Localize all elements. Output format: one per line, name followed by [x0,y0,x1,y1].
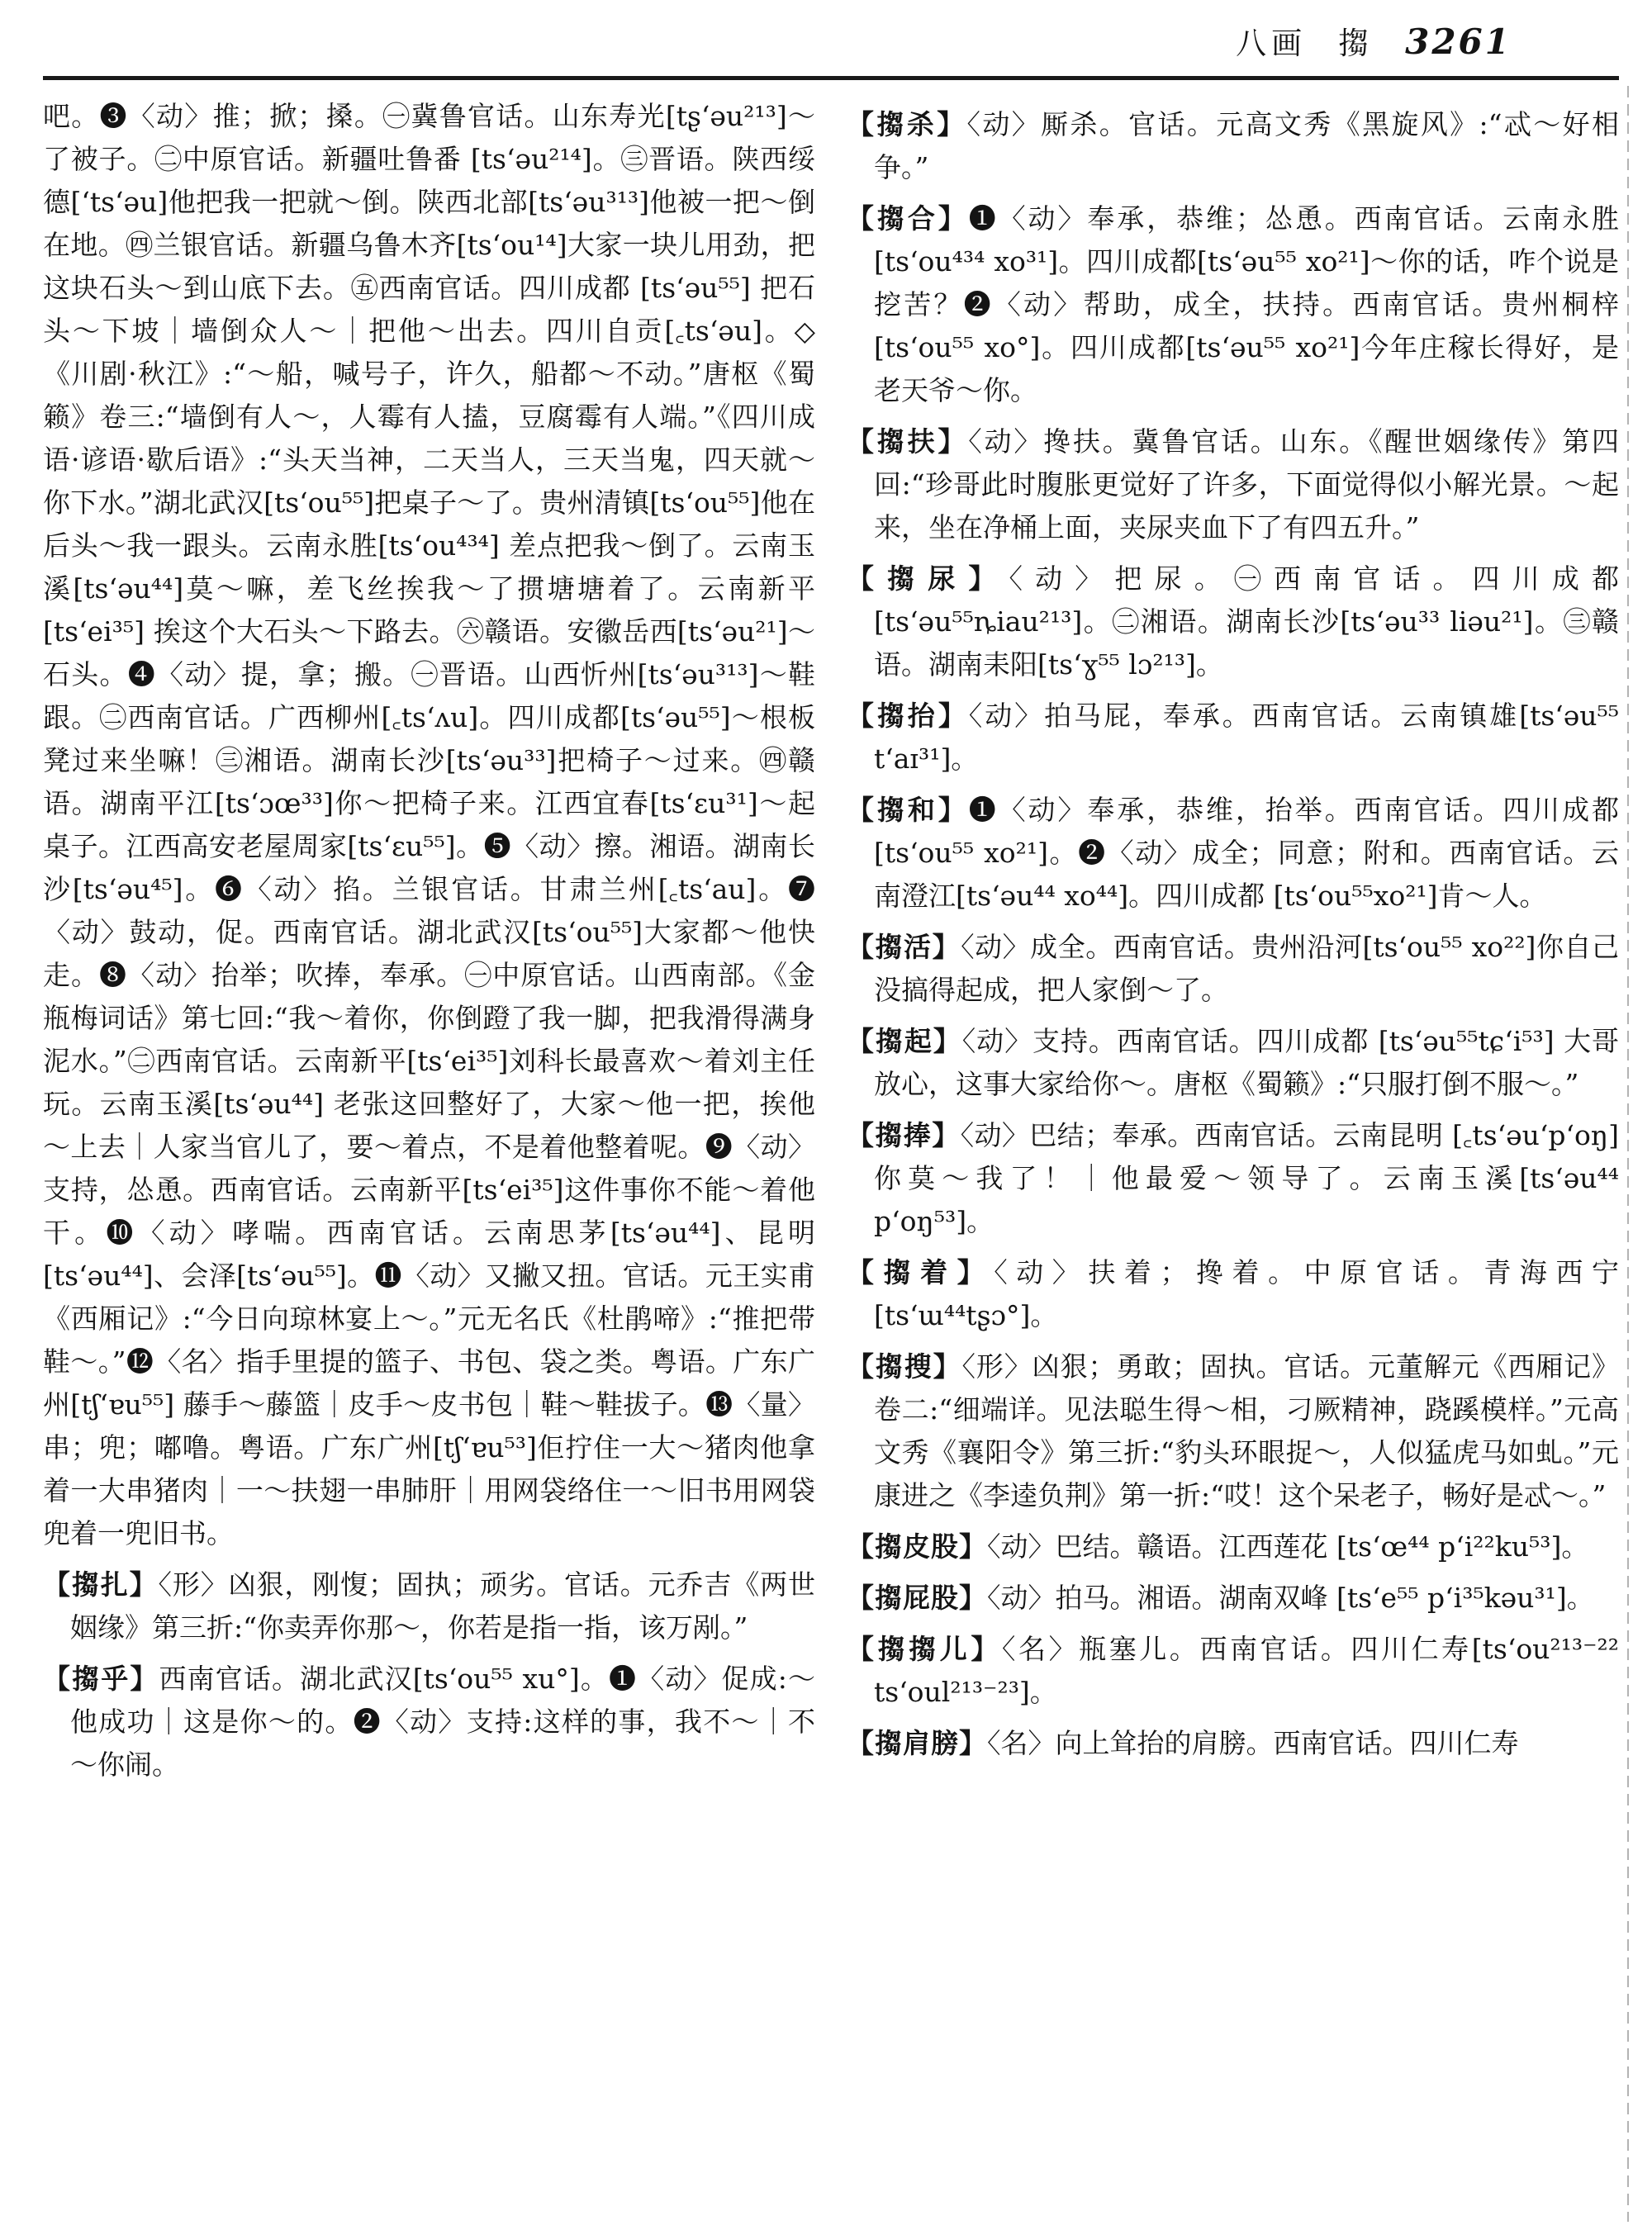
entry-body: 西南官话。湖北武汉[ts‘ou⁵⁵ xu°]。❶〈动〉促成:～他成功｜这是你～的。❷〈动〉支持:这样的事，我不～｜不～你闹。 [70,1663,815,1781]
dictionary-entry [847,926,1619,1012]
dictionary-entry [847,103,1619,189]
entry-headword: 【搊活】 [847,931,961,963]
section-character: 搊 [1338,26,1374,61]
entry-headword: 【搊搜】 [847,1350,962,1383]
entry-body: 〈动〉支持。西南官话。四川成都 [ts‘əu⁵⁵tɕ‘i⁵³] 大哥放心，这事大家给你～。唐枢《蜀籁》:“只服打倒不服～。” [874,1025,1619,1100]
entry-body: 〈动〉厮杀。官话。元高文秀《黑旋风》:“忒～好相争。” [874,108,1619,183]
header-rule [43,76,1619,80]
dictionary-entry [847,1577,1619,1620]
entry-headword: 【搊合】 [847,202,969,235]
continuation-text: 吧。❸〈动〉推；掀；搡。㊀冀鲁官话。山东寿光[tʂ‘əu²¹³]～了被子。㊁中原官话。新疆吐鲁番 [ts‘əu²¹⁴]。㊂晋语。陕西绥德[‘ts‘əu]他把我一把就～倒。陕西北部[ts‘əu³¹³]他被一把～倒在地。㊃兰银官话。新疆乌鲁木齐[ts‘ou¹⁴]大家一块儿用劲，把这块石头～到山底下去。㊄西南官话。四川成都 [ts‘əu⁵⁵] 把石头～下坡｜墙倒众人～｜把他～出去。四川自贡[꜀ts‘əu]。◇《川剧·秋江》:“～船，喊号子，许久，船都～不动。”唐枢《蜀籁》卷三:“墙倒有人～，人霉有人搕，豆腐霉有人端。”《四川成语·谚语·歇后语》:“头天当神，二天当人，三天当鬼，四天就～你下水。”湖北武汉[ts‘ou⁵⁵]把桌子～了。贵州清镇[ts‘ou⁵⁵]他在后头～我一跟头。云南永胜[ts‘ou⁴³⁴] 差点把我～倒了。云南玉溪[ts‘əu⁴⁴]莫～嘛，差飞丝挨我～了掼塘塘着了。云南新平[ts‘ei³⁵] 挨这个大石头～下路去。㊅赣语。安徽岳西[ts‘əu²¹]～石头。❹〈动〉提，拿；搬。㊀晋语。山西忻州[ts‘əu³¹³]～鞋跟。㊁西南官话。广西柳州[꜀ts‘ʌu]。四川成都[ts‘əu⁵⁵]～根板凳过来坐嘛！㊂湘语。湖南长沙[ts‘əu³³]把椅子～过来。㊃赣语。湖南平江[ts‘ɔœ³³]你～把椅子来。江西宜春[ts‘ɛu³¹]～起桌子。江西高安老屋周家[ts‘ɛu⁵⁵]。❺〈动〉擦。湘语。湖南长沙[ts‘əu⁴⁵]。❻〈动〉掐。兰银官话。甘肃兰州[꜀ts‘au]。❼〈动〉鼓动，促。西南官话。湖北武汉[ts‘ou⁵⁵]大家都～他快走。❽〈动〉抬举；吹捧，奉承。㊀中原官话。山西南部。《金瓶梅词话》第七回:“我～着你，你倒蹬了我一脚，把我滑得满身泥水。”㊁西南官话。云南新平[ts‘ei³⁵]刘科长最喜欢～着刘主任玩。云南玉溪[ts‘əu⁴⁴] 老张这回整好了，大家～他一把，挨他～上去｜人家当官儿了，要～着点，不是着他整着呢。❾〈动〉支持，怂恿。西南官话。云南新平[ts‘ei³⁵]这件事你不能～着他干。❿〈动〉哮喘。西南官话。云南思茅[ts‘əu⁴⁴]、昆明[ts‘əu⁴⁴]、会泽[ts‘əu⁵⁵]。⓫〈动〉又撇又扭。官话。元王实甫《西厢记》:“今日向琼林宴上～。”元无名氏《杜鹃啼》:“推把带鞋～。”⓬〈名〉指手里提的篮子、书包、袋之类。粤语。广东广州[tʃ‘ɐu⁵⁵] 藤手～藤篮｜皮手～皮书包｜鞋～鞋拔子。⓭〈量〉串；兜；嘟噜。粤语。广东广州[tʃ‘ɐu⁵³]佢拧住一大～猪肉他拿着一大串猪肉｜一～扶翅一串肺肝｜用网袋络住一～旧书用网袋兜着一兜旧书。 [43,100,815,1549]
dictionary-entry [847,1251,1619,1337]
entry-headword: 【搊和】 [847,794,969,826]
entry-body: 〈形〉凶狠；勇敢；固执。官话。元董解元《西厢记》卷二:“细端详。见法聪生得～相，刁厥精神，跷蹊模样。”元高文秀《襄阳令》第三折:“豹头环眼捉～，人似猛虎马如虬。”元康进之《李逵负荆》第一折:“哎！这个呆老子，畅好是忒～。” [874,1350,1620,1511]
entry-headword: 【搊杀】 [847,108,967,140]
entry-body: 〈动〉把尿。㊀西南官话。四川成都 [ts‘əu⁵⁵ȵiau²¹³]。㊁湘语。湖南长沙[ts‘əu³³ liəu²¹]。㊂赣语。湖南耒阳[ts‘ɣ⁵⁵ lɔ²¹³]。 [874,562,1620,681]
dictionary-entry [847,1020,1619,1106]
left-column [43,95,815,1795]
entry-body: 〈动〉成全。西南官话。贵州沿河[ts‘ou⁵⁵ xo²²]你自己没搞得起成，把人家倒～了。 [874,931,1620,1006]
dictionary-entry [43,1658,815,1786]
dictionary-entry [847,1345,1619,1517]
entry-headword: 【搊抬】 [847,700,969,732]
section-label: 八画 [1236,26,1308,61]
entry-headword: 【搊皮股】 [847,1530,987,1563]
entry-body: 〈动〉拍马。湘语。湖南双峰 [ts‘e⁵⁵ p‘i³⁵kəu³¹]。 [987,1582,1594,1614]
dictionary-entry [847,789,1619,918]
entry-body: 〈动〉拍马屁，奉承。西南官话。云南镇雄[ts‘əu⁵⁵ t‘aɪ³¹]。 [874,700,1619,775]
entry-headword: 【搊捧】 [847,1119,961,1151]
dictionary-entry [847,1628,1619,1714]
entry-headword: 【搊扶】 [847,425,969,458]
dictionary-entry [847,197,1619,412]
entry-body: 〈动〉巴结。赣语。江西莲花 [ts‘œ⁴⁴ p‘i²²ku⁵³]。 [987,1530,1589,1563]
page-edge-line [1627,86,1629,2222]
entry-headword: 【搊尿】 [847,562,1009,595]
dictionary-entry [847,1114,1619,1243]
entry-headword: 【搊搊儿】 [847,1633,1002,1665]
entry-body: 〈名〉瓶塞儿。西南官话。四川仁寿[ts‘ou²¹³⁻²² ts‘oul²¹³⁻²³]。 [874,1633,1620,1708]
entry-body: 〈名〉向上耸抬的肩膀。西南官话。四川仁寿 [987,1727,1519,1759]
columns [43,95,1619,1795]
dictionary-entry [847,1525,1619,1568]
page-number: 3261 [1405,21,1512,62]
entry-headword: 【搊乎】 [43,1663,159,1695]
entry-headword: 【搊扎】 [43,1568,159,1601]
page-header [43,18,1619,71]
entry-body: 〈动〉巴结；奉承。西南官话。云南昆明 [꜀ts‘əu‘p‘oŋ] 你莫～我了！｜他最爱～领导了。云南玉溪[ts‘əu⁴⁴ p‘oŋ⁵³]。 [874,1119,1619,1237]
entry-body: 〈形〉凶狠，刚愎；固执；顽劣。官话。元乔吉《两世姻缘》第三折:“你卖弄你那～，你若是指一指，该万剐。” [70,1568,816,1644]
entry-headword: 【搊屁股】 [847,1582,987,1614]
entry-headword: 【搊着】 [847,1256,995,1288]
entry-body: 〈动〉搀扶。冀鲁官话。山东。《醒世姻缘传》第四回:“珍哥此时腹胀更觉好了许多，下面觉得似小解光景。～起来，坐在净桶上面，夹尿夹血下了有四五升。” [874,425,1620,543]
right-column [847,95,1619,1795]
dictionary-entry [43,1563,815,1649]
dictionary-entry [847,558,1619,686]
dictionary-entry [847,420,1619,549]
entry-body: 〈动〉扶着；搀着。中原官话。青海西宁 [ts‘ɯ⁴⁴tʂɔ°]。 [874,1256,1620,1331]
entry-headword: 【搊肩膀】 [847,1727,987,1759]
entry-body: ❶〈动〉奉承，恭维；怂恿。西南官话。云南永胜[ts‘ou⁴³⁴ xo³¹]。四川成都[ts‘əu⁵⁵ xo²¹]～你的话，咋个说是挖苦？❷〈动〉帮助，成全，扶持。西南官话。贵州桐梓[ts‘ou⁵⁵ xo°]。四川成都[ts‘əu⁵⁵ xo²¹]今年庄稼长得好，是老天爷～你。 [874,202,1620,406]
entry-body: ❶〈动〉奉承，恭维，抬举。西南官话。四川成都[ts‘ou⁵⁵ xo²¹]。❷〈动〉成全；同意；附和。西南官话。云南澄江[ts‘əu⁴⁴ xo⁴⁴]。四川成都 [ts‘ou⁵⁵xo²¹]肯～人。 [874,794,1620,912]
dictionary-entry [847,1722,1619,1765]
dictionary-entry [847,695,1619,780]
entry-headword: 【搊起】 [847,1025,962,1057]
